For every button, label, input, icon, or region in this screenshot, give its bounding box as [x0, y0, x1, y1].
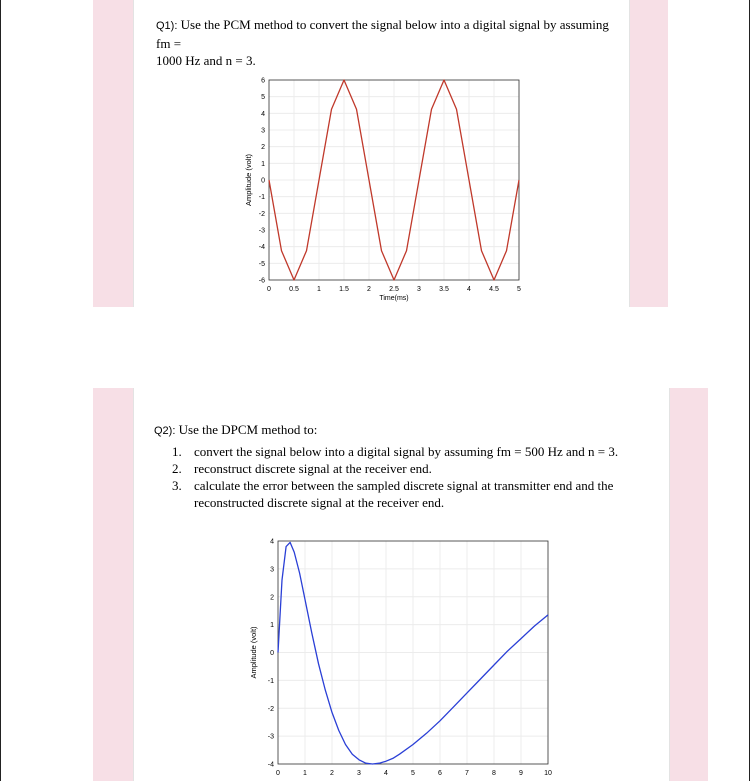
chart-2-ytick: 1	[270, 622, 274, 630]
chart-2-grid	[278, 541, 548, 764]
chart-2-xtick: 3	[357, 770, 361, 777]
chart-1-ytick: -5	[258, 260, 265, 268]
q2-task-list	[172, 443, 662, 511]
chart-1-ytick: -4	[258, 244, 265, 252]
chart-1-xlabel: Time(ms)	[379, 295, 409, 302]
chart-2-xtick: 5	[411, 770, 415, 777]
page-1-left-margin	[93, 0, 133, 307]
chart-1-xtick: 1	[317, 286, 321, 293]
chart-2-ytick: -1	[267, 677, 274, 685]
chart-1-xtick: 2	[367, 286, 371, 293]
chart-2-xtick: 4	[384, 770, 388, 777]
chart-2-ytick: 3	[270, 566, 274, 574]
q2-task-3: 3. calculate the error between the sampled discrete signal at transmitter end and the reconstructed discrete signal at the receiver end.	[172, 478, 614, 510]
chart-2-xtick: 10	[544, 770, 552, 777]
q2-task-1: 1. convert the signal below into a digital signal by assuming fm = 500 Hz and n = 3.	[172, 444, 619, 459]
chart-2-ytick: -3	[267, 733, 274, 741]
chart-2-xtick: 0	[276, 770, 280, 777]
signal-chart-pcm	[240, 68, 540, 308]
chart-2-ylabel: Amplitude (volt)	[249, 626, 258, 679]
chart-2-xtick: 1	[303, 770, 307, 777]
chart-2-ytick: 0	[270, 650, 274, 657]
q2-label: Q2):	[154, 425, 176, 437]
chart-1-ytick: -6	[258, 277, 265, 285]
chart-2-ytick: 4	[270, 538, 274, 546]
chart-2-xtick: 2	[330, 770, 334, 777]
chart-1-xtick: 4.5	[489, 286, 499, 293]
chart-1-ytick: 0	[261, 177, 265, 185]
chart-1-ytick: -2	[258, 210, 265, 218]
q2-text	[154, 421, 654, 440]
chart-1-xtick: 1.5	[339, 286, 349, 293]
chart-1-ytick: 2	[261, 144, 265, 152]
chart-1-xtick: 2.5	[389, 286, 399, 293]
left-edge-line	[0, 0, 1, 781]
chart-1-xtick: 0.5	[289, 286, 299, 293]
chart-2-xtick: 8	[492, 770, 496, 777]
q2-intro: Use the DPCM method to:	[178, 422, 318, 437]
chart-1-xtick: 3	[417, 286, 421, 293]
q1-line2: 1000 Hz and n = 3.	[156, 53, 256, 68]
page-2-left-margin	[93, 388, 133, 781]
q2-task-2: 2. reconstruct discrete signal at the receiver end.	[172, 461, 432, 476]
chart-2-ytick: -2	[267, 705, 274, 713]
chart-1-ytick: 6	[261, 77, 265, 85]
page-1-right-margin	[628, 0, 668, 307]
chart-1-ytick: 5	[261, 94, 265, 102]
chart-2-ytick: -4	[267, 761, 274, 769]
q1-line1: Use the PCM method to convert the signal below into a digital signal by assuming fm =	[156, 17, 609, 51]
signal-chart-dpcm	[245, 530, 570, 781]
chart-1-ytick: -3	[258, 227, 265, 235]
chart-1-ytick: -1	[258, 194, 265, 202]
chart-1-ylabel: Amplitude (volt)	[244, 153, 253, 207]
chart-2-ytick: 2	[270, 594, 274, 602]
chart-1-ytick: 1	[261, 160, 265, 168]
chart-1-xtick: 5	[517, 286, 521, 293]
q1-text	[156, 16, 626, 69]
chart-1-xtick: 0	[267, 286, 271, 293]
page-2-right-margin	[668, 388, 708, 781]
chart-2-xtick: 7	[465, 770, 469, 777]
chart-1-xtick: 4	[467, 286, 471, 293]
chart-1-xtick: 3.5	[439, 286, 449, 293]
chart-2-xtick: 9	[519, 770, 523, 777]
chart-1-ytick: 3	[261, 127, 265, 135]
chart-1-ytick: 4	[261, 110, 265, 118]
q1-label: Q1):	[156, 20, 178, 32]
chart-2-xtick: 6	[438, 770, 442, 777]
